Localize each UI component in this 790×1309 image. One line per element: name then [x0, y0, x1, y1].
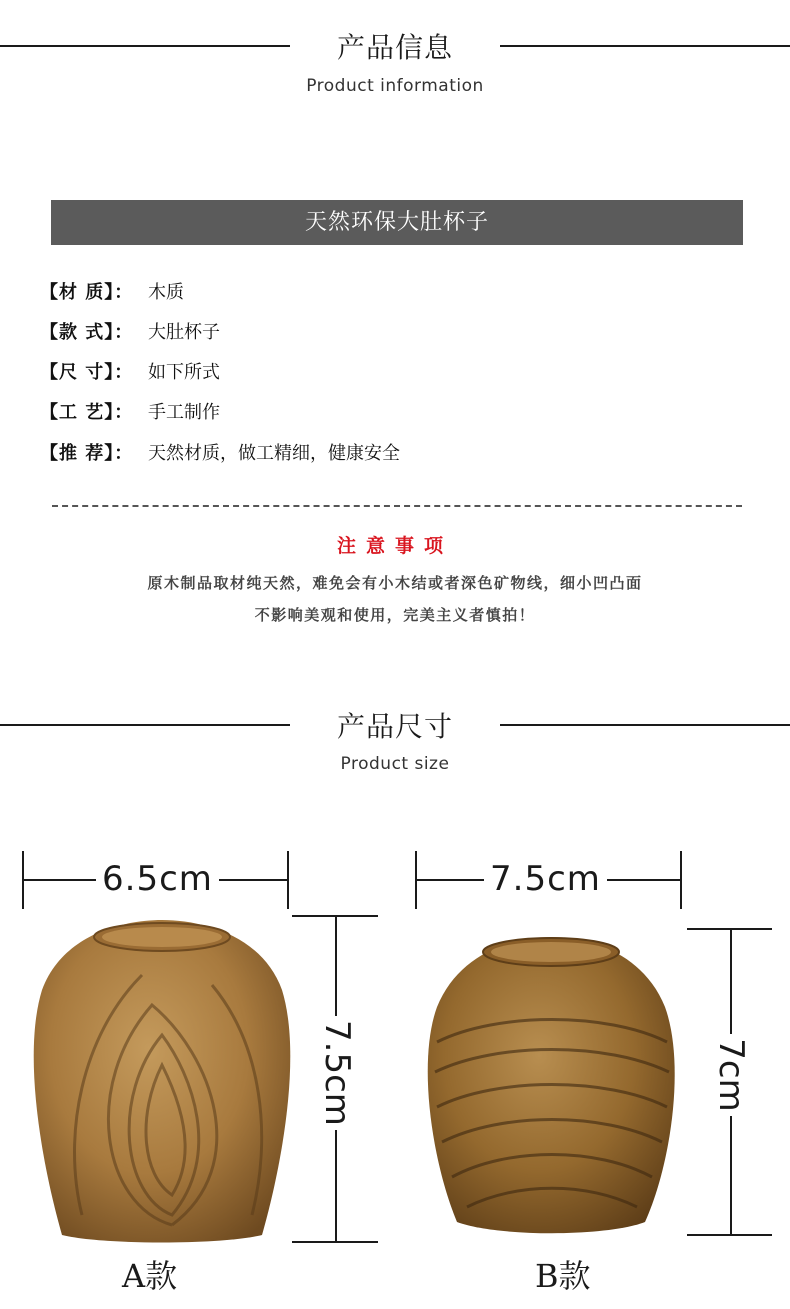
variant-a-label: A款: [122, 1257, 178, 1295]
spec-value: 木质: [148, 282, 184, 303]
spec-key: 【款 式】：: [40, 322, 134, 343]
size-section-title: 产品尺寸: [336, 710, 453, 743]
spec-row-craft: [40, 400, 220, 426]
spec-row-size: [40, 360, 220, 386]
variant-a-height-label: 7.5cm: [317, 1016, 357, 1130]
variant-b-label: B款: [535, 1257, 591, 1295]
cup-b-image: [417, 932, 685, 1237]
spec-row-material: [40, 280, 184, 306]
variant-a-width-label: 6.5cm: [96, 859, 219, 899]
notice-title: 注意事项: [336, 535, 453, 557]
spec-key: 【工 艺】：: [40, 402, 134, 423]
spec-key: 【推 荐】：: [40, 443, 134, 464]
size-section-header: [0, 679, 790, 774]
spec-key: 【尺 寸】：: [40, 362, 134, 383]
variant-b-width-label: 7.5cm: [484, 859, 607, 899]
info-section-title: 产品信息: [336, 31, 453, 64]
notice-line-2: 不影响美观和使用，完美主义者慎拍！: [254, 606, 536, 624]
header-rule-right: [500, 724, 790, 726]
spec-value: 大肚杯子: [148, 322, 220, 343]
header-rule-right: [500, 45, 790, 47]
spec-row-style: [40, 320, 220, 346]
spec-row-recommend: [40, 441, 400, 467]
info-section-subtitle: Product information: [306, 76, 484, 96]
header-rule-left: [0, 45, 290, 47]
info-section-header: [0, 0, 790, 96]
notice-line-1: 原木制品取材纯天然，难免会有小木结或者深色矿物线，细小凹凸面: [147, 574, 643, 592]
spec-value: 手工制作: [148, 402, 220, 423]
spec-value: 如下所式: [148, 362, 220, 383]
spec-value: 天然材质，做工精细，健康安全: [148, 443, 400, 464]
variant-b-height-label: 7cm: [711, 1034, 751, 1116]
cup-a-image: [22, 915, 302, 1245]
dashed-divider: [52, 505, 742, 507]
product-name-bar: 天然环保大肚杯子: [51, 200, 743, 245]
size-section-subtitle: Product size: [340, 754, 450, 774]
spec-key: 【材 质】：: [40, 282, 134, 303]
header-rule-left: [0, 724, 290, 726]
